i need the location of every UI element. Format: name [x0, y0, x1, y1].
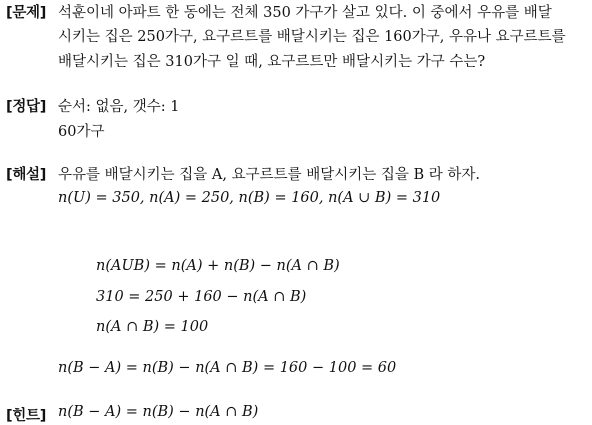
- explanation-label: [해설]: [6, 167, 47, 183]
- hint-formula: n(B − A) = n(B) − n(A ∩ B): [58, 404, 259, 420]
- problem-line-2: 시키는 집은 250가구, 요구르트를 배달시키는 집은 160가구, 우유나 요구르트를: [58, 29, 566, 45]
- problem-line-1: 석훈이네 아파트 한 동에는 전체 350 가구가 살고 있다. 이 중에서 우유를 배달: [58, 5, 552, 21]
- answer-value: 60가구: [58, 124, 105, 140]
- explanation-given: n(U) = 350, n(A) = 250, n(B) = 160, n(A ∪ B) = 310: [58, 190, 441, 206]
- explanation-step-1: n(AUB) = n(A) + n(B) − n(A ∩ B): [96, 258, 340, 274]
- hint-label: [힌트]: [6, 408, 47, 424]
- explanation-step-3: n(A ∩ B) = 100: [96, 319, 209, 335]
- explanation-intro: 우유를 배달시키는 집을 A, 요구르트를 배달시키는 집을 B 라 하자.: [58, 167, 481, 183]
- answer-label: [정답]: [6, 99, 47, 115]
- explanation-step-2: 310 = 250 + 160 − n(A ∩ B): [96, 289, 307, 305]
- answer-order-count: 순서: 없음, 갯수: 1: [58, 99, 180, 115]
- problem-line-3: 배달시키는 집은 310가구 일 때, 요구르트만 배달시키는 가구 수는?: [58, 54, 486, 70]
- problem-label: [문제]: [6, 5, 47, 21]
- explanation-result: n(B − A) = n(B) − n(A ∩ B) = 160 − 100 = 60: [58, 360, 397, 376]
